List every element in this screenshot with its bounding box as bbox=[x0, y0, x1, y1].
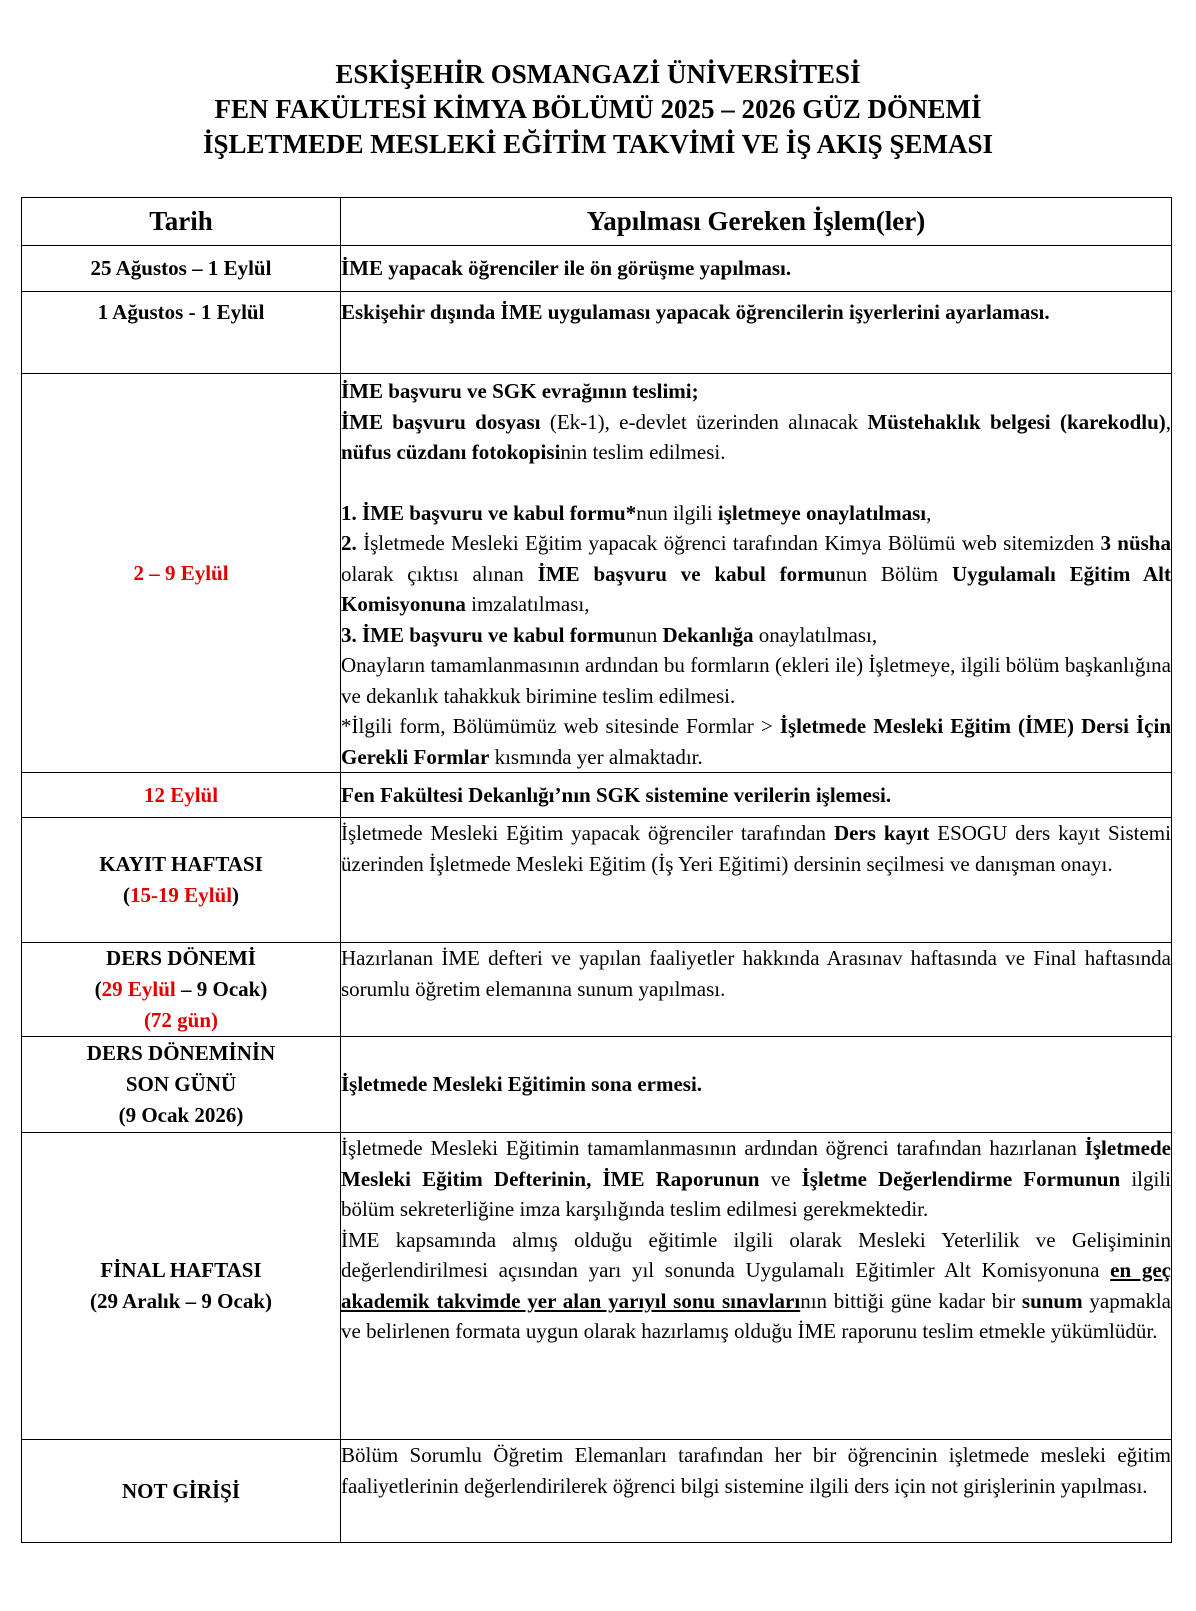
step-3: 3. İME başvuru ve kabul formunun Dekanlığa onaylatılması, bbox=[341, 622, 878, 647]
task-cell bbox=[341, 292, 1172, 374]
task-cell: İşletmede Mesleki Eğitim yapacak öğrenciler tarafından Ders kayıt ESOGU ders kayıt Sistemi üzerinden İşletmede Mesleki Eğitim (İş Yeri Eğitimi) dersinin seçilmesi ve danışman onayı. bbox=[341, 818, 1172, 943]
task-cell bbox=[341, 246, 1172, 292]
date-cell: DERS DÖNEMİNİN SON GÜNÜ (9 Ocak 2026) bbox=[22, 1037, 341, 1133]
table-row bbox=[22, 943, 1172, 1037]
form-note: *İlgili form, Bölümümüz web sitesinde Formlar > İşletmede Mesleki Eğitim (İME) Dersi İçin Gerekli Formlar kısmında yer almaktadır. bbox=[341, 714, 1171, 769]
task-text: Eskişehir dışında İME uygulaması yapacak öğrencilerin işyerlerini ayarlaması. bbox=[341, 300, 1050, 324]
date-cell bbox=[22, 943, 341, 1037]
calendar-table bbox=[21, 197, 1172, 1543]
step-delivery: Onayların tamamlanmasının ardından bu formların (ekleri ile) İşletmeye, ilgili bölüm başkanlığına ve dekanlık tahakkuk birimine teslim edilmesi. bbox=[341, 653, 1171, 708]
task-paragraph: İME kapsamında almış olduğu eğitimle ilgili olarak Mesleki Yeterlilik ve Gelişiminin değerlendirilmesi açısından yarı yıl sonunda Uygulamalı Eğitimler Alt Komisyonuna en geç akademik takvimde yer alan yarıyıl sonu sınavlarının bittiği güne kadar bir sunum yapmakla ve belirlenen formata uygun olarak hazırlamış olduğu İME raporunu teslim etmekle yükümlüdür. bbox=[341, 1227, 1172, 1343]
task-heading: İME başvuru ve SGK evrağının teslimi; bbox=[341, 379, 699, 403]
table-header-row bbox=[22, 198, 1172, 246]
task-cell: Hazırlanan İME defteri ve yapılan faaliyetler hakkında Arasınav haftasında ve Final haftasında sorumlu öğretim elemanına sunum yapılması. bbox=[341, 943, 1172, 1037]
table-row bbox=[22, 246, 1172, 292]
task-cell bbox=[341, 1037, 1172, 1133]
date-cell: NOT GİRİŞİ bbox=[22, 1440, 341, 1543]
task-cell bbox=[341, 773, 1172, 818]
date-label: KAYIT HAFTASI bbox=[99, 852, 263, 876]
date-range: (29 Eylül – 9 Ocak) bbox=[94, 977, 268, 1001]
task-paragraph: İME başvuru dosyası (Ek-1), e-devlet üzerinden alınacak Müstehaklık belgesi (karekodlu), nüfus cüzdanı fotokopisinin teslim edilmesi. bbox=[341, 409, 1172, 464]
date-cell: 25 Ağustos – 1 Eylül bbox=[22, 246, 341, 292]
table-row bbox=[22, 374, 1172, 773]
table-row bbox=[22, 292, 1172, 374]
column-header-date: Tarih bbox=[22, 198, 341, 246]
table-row bbox=[22, 1133, 1172, 1440]
spacer bbox=[341, 468, 1171, 498]
date-cell: FİNAL HAFTASI (29 Aralık – 9 Ocak) bbox=[22, 1133, 341, 1440]
step-1: 1. İME başvuru ve kabul formu*nun ilgili işletmeye onaylatılması, bbox=[341, 500, 932, 525]
task-cell bbox=[341, 1133, 1172, 1440]
table-row bbox=[22, 1440, 1172, 1543]
table-row bbox=[22, 1037, 1172, 1133]
date-label: DERS DÖNEMİ bbox=[106, 946, 256, 970]
column-header-task: Yapılması Gereken İşlem(ler) bbox=[341, 198, 1172, 246]
document-title bbox=[0, 57, 1196, 162]
task-text: Fen Fakültesi Dekanlığı’nın SGK sistemine verilerin işlemesi. bbox=[341, 782, 892, 807]
date-range: (15-19 Eylül) bbox=[122, 883, 240, 907]
title-line-faculty: FEN FAKÜLTESİ KİMYA BÖLÜMÜ 2025 – 2026 GÜZ DÖNEMİ bbox=[214, 94, 982, 124]
duration-label: (72 gün) bbox=[143, 1008, 219, 1032]
date-cell: 2 – 9 Eylül bbox=[22, 374, 341, 773]
title-line-university: ESKİŞEHİR OSMANGAZİ ÜNİVERSİTESİ bbox=[335, 59, 861, 89]
task-cell bbox=[341, 374, 1172, 773]
date-cell bbox=[22, 818, 341, 943]
task-text: İşletmede Mesleki Eğitimin sona ermesi. bbox=[341, 1072, 703, 1097]
date-cell: 1 Ağustos - 1 Eylül bbox=[22, 292, 341, 374]
task-text: İME yapacak öğrenciler ile ön görüşme yapılması. bbox=[341, 256, 792, 281]
title-line-calendar: İŞLETMEDE MESLEKİ EĞİTİM TAKVİMİ VE İŞ AKIŞ ŞEMASI bbox=[203, 129, 993, 159]
table-row bbox=[22, 773, 1172, 818]
step-2: 2. İşletmede Mesleki Eğitim yapacak öğrenci tarafından Kimya Bölümü web sitemizden 3 nüsha olarak çıktısı alınan İME başvuru ve kabul formunun Bölüm Uygulamalı Eğitim Alt Komisyonuna imzalatılması, bbox=[341, 531, 1171, 616]
task-cell: Bölüm Sorumlu Öğretim Elemanları tarafından her bir öğrencinin işletmede mesleki eğitim faaliyetlerinin değerlendirilerek öğrenci bilgi sistemine ilgili ders için not girişlerinin yapılması. bbox=[341, 1440, 1172, 1543]
date-cell: 12 Eylül bbox=[22, 773, 341, 818]
task-paragraph: İşletmede Mesleki Eğitimin tamamlanmasının ardından öğrenci tarafından hazırlanan İşletmede Mesleki Eğitim Defterinin, İME Raporunun ve İşletme Değerlendirme Formunun ilgili bölüm sekreterliğine imza karşılığında teslim edilmesi gerekmektedir. bbox=[341, 1136, 1171, 1221]
table-row bbox=[22, 818, 1172, 943]
